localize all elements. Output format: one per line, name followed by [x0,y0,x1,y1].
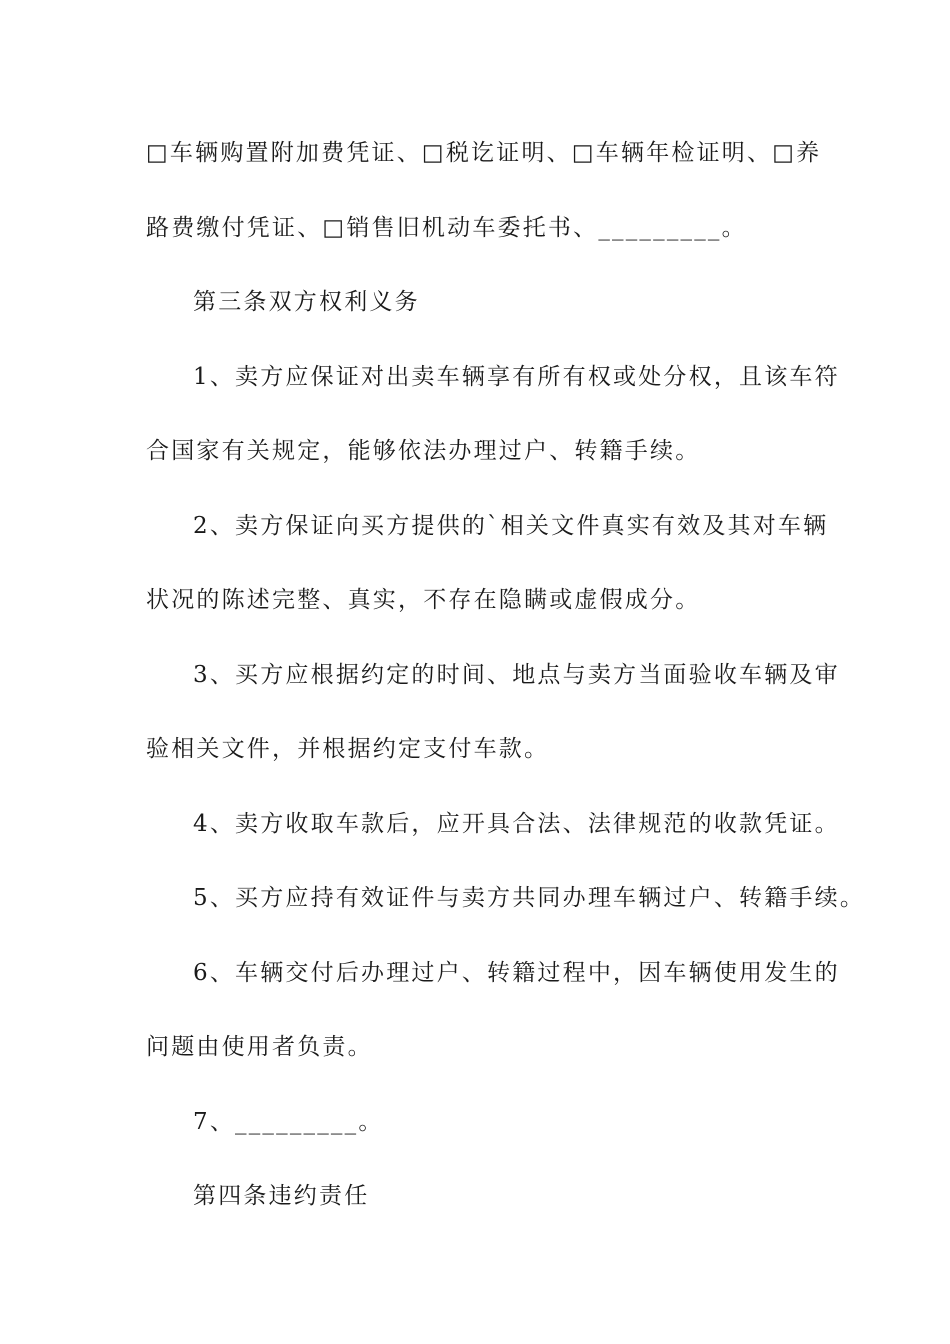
doc-line-clause-1: 1、卖方应保证对出卖车辆享有所有权或处分权，且该车符 [193,364,840,390]
doc-line-1: □车辆购置附加费凭证、□税讫证明、□车辆年检证明、□养 [146,140,822,166]
doc-line-clause-2: 2、卖方保证向买方提供的`相关文件真实有效及其对车辆 [193,513,829,539]
doc-line-clause-3: 3、买方应根据约定的时间、地点与卖方当面验收车辆及审 [193,662,840,688]
doc-line-clause-5: 5、买方应持有效证件与卖方共同办理车辆过户、转籍手续。 [193,885,866,911]
doc-line-clause-7: 7、_________。 [193,1109,384,1135]
doc-line-clause-6: 6、车辆交付后办理过户、转籍过程中，因车辆使用发生的 [193,960,840,986]
section-heading-article-3: 第三条双方权利义务 [193,289,420,315]
doc-line-clause-1-cont: 合国家有关规定，能够依法办理过户、转籍手续。 [146,438,701,464]
doc-line-clause-3-cont: 验相关文件，并根据约定支付车款。 [146,736,550,762]
doc-line-2: 路费缴付凭证、□销售旧机动车委托书、_________。 [146,215,747,241]
doc-line-clause-2-cont: 状况的陈述完整、真实，不存在隐瞒或虚假成分。 [146,587,701,613]
doc-line-clause-4: 4、卖方收取车款后，应开具合法、法律规范的收款凭证。 [193,811,840,837]
section-heading-article-4: 第四条违约责任 [193,1183,370,1209]
doc-line-clause-6-cont: 问题由使用者负责。 [146,1034,373,1060]
